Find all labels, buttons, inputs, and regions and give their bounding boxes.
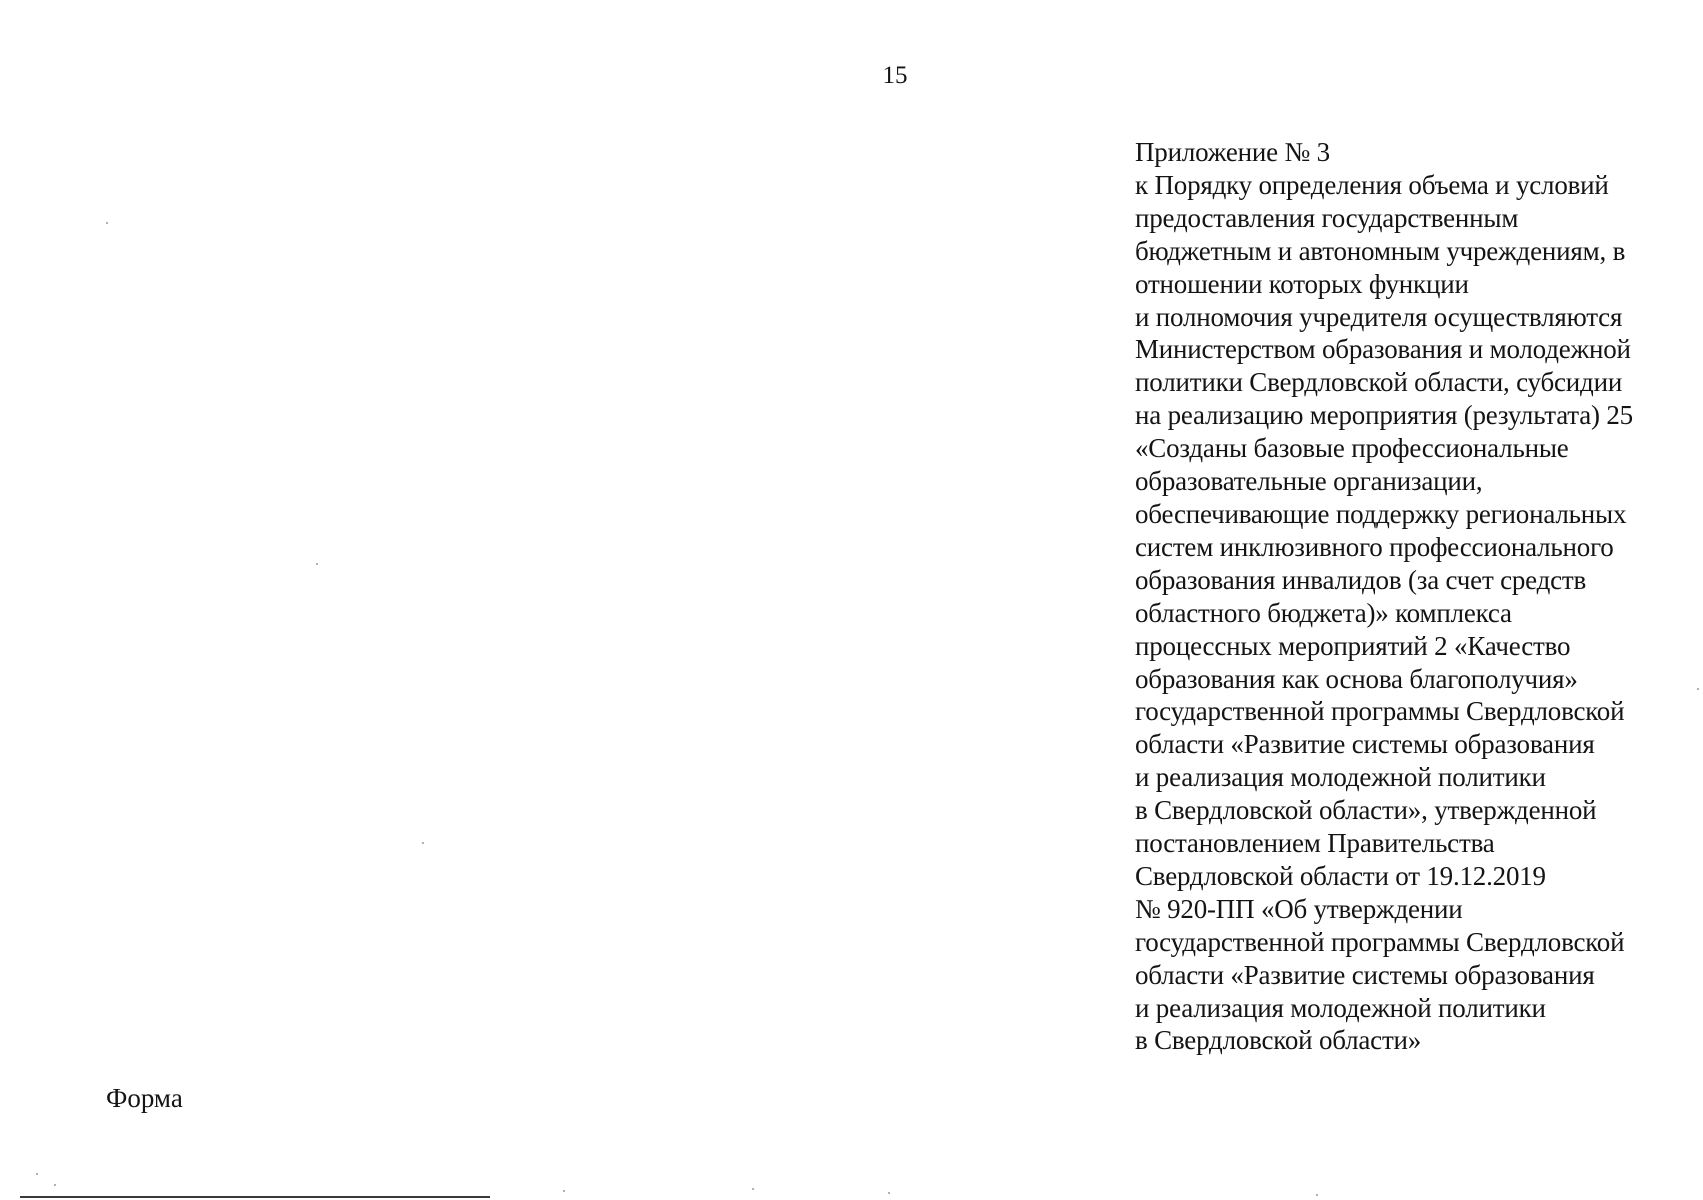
appendix-line: образования инвалидов (за счет средств (1135, 564, 1587, 595)
appendix-line: образовательные организации, (1135, 466, 1483, 497)
appendix-line: Свердловской области от 19.12.2019 (1135, 860, 1546, 891)
appendix-line: систем инклюзивного профессионального (1135, 531, 1614, 562)
appendix-line: постановлением Правительства (1135, 828, 1495, 859)
scan-speck (1316, 1194, 1318, 1196)
appendix-line: обеспечивающие поддержку региональных (1135, 498, 1627, 529)
appendix-line: отношении которых функции (1135, 268, 1469, 299)
scan-edge-rule (20, 1196, 490, 1198)
scan-speck (54, 1184, 56, 1186)
appendix-line: в Свердловской области» (1135, 1025, 1422, 1056)
appendix-line: области «Развитие системы образования (1135, 959, 1595, 990)
appendix-line: государственной программы Свердловской (1135, 696, 1625, 727)
appendix-line: предоставления государственным (1135, 202, 1519, 233)
appendix-line: и полномочия учредителя осуществляются (1135, 301, 1623, 332)
scan-speck (1697, 688, 1699, 690)
appendix-line: № 920-ПП «Об утверждении (1135, 893, 1463, 924)
appendix-line: Приложение № 3 (1135, 137, 1330, 167)
appendix-line: и реализация молодежной политики (1135, 762, 1546, 793)
scan-speck (563, 1190, 565, 1192)
form-label: Форма (106, 1083, 183, 1113)
appendix-line: на реализацию мероприятия (результата) 25 (1135, 400, 1633, 431)
appendix-line: областного бюджета)» комплекса (1135, 597, 1512, 628)
appendix-line: образования как основа благополучия» (1135, 663, 1578, 694)
appendix-line: государственной программы Свердловской (1135, 926, 1625, 957)
appendix-line: области «Развитие системы образования (1135, 729, 1595, 760)
scan-speck (36, 1173, 38, 1175)
appendix-heading-block (1135, 136, 1695, 1057)
appendix-line: политики Свердловской области, субсидии (1135, 367, 1623, 398)
scan-speck (422, 842, 424, 844)
scan-speck (106, 222, 108, 224)
scan-speck (888, 1192, 890, 1194)
scan-speck (752, 1188, 754, 1190)
appendix-line: «Созданы базовые профессиональные (1135, 433, 1569, 464)
page-number: 15 (882, 62, 908, 89)
appendix-line: процессных мероприятий 2 «Качество (1135, 630, 1571, 661)
scan-speck (316, 563, 318, 565)
appendix-line: к Порядку определения объема и условий (1135, 169, 1609, 200)
appendix-line: бюджетным и автономным учреждениям, в (1135, 235, 1626, 266)
appendix-line: и реализация молодежной политики (1135, 992, 1546, 1023)
appendix-line: Министерством образования и молодежной (1135, 334, 1631, 365)
appendix-line: в Свердловской области», утвержденной (1135, 795, 1597, 826)
